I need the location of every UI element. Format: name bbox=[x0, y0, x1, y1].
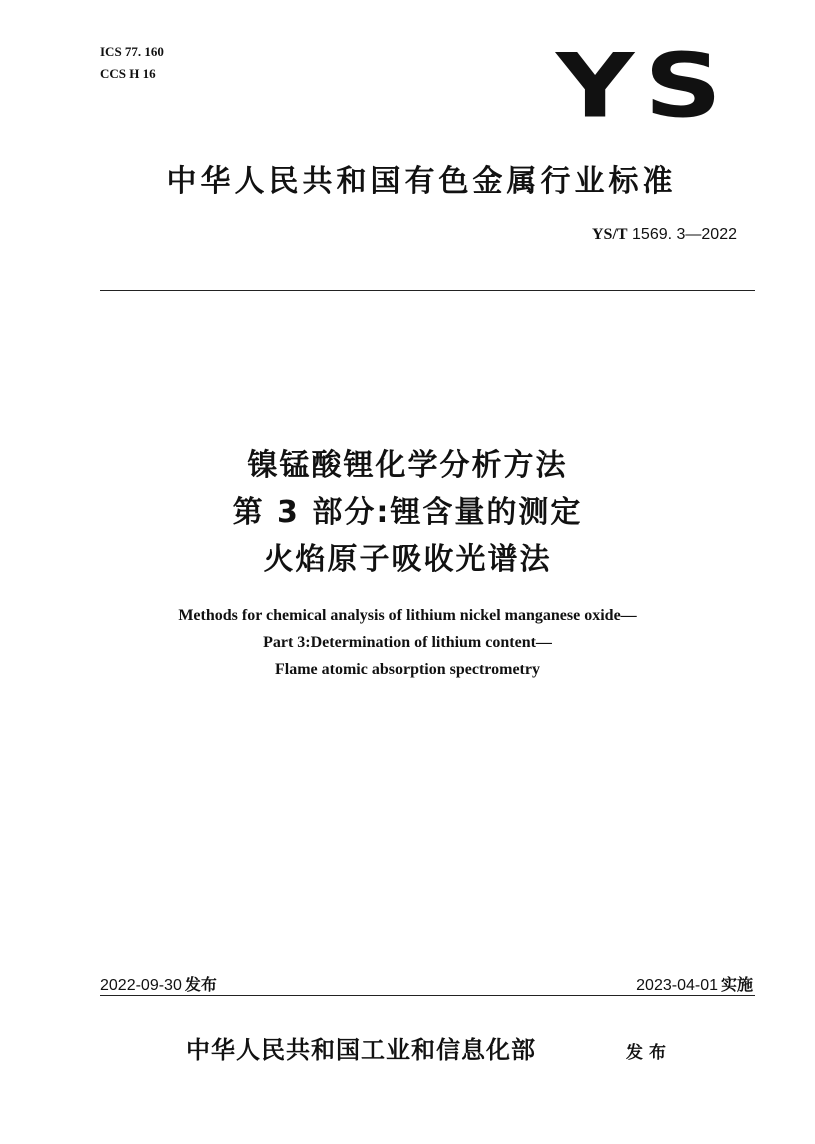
effective-date-value: 2023-04-01 bbox=[636, 977, 718, 994]
english-title bbox=[0, 602, 815, 683]
english-title-line-2: Part 3:Determination of lithium content— bbox=[263, 634, 552, 651]
standard-number-value: 1569. 3—2022 bbox=[632, 226, 737, 243]
top-divider bbox=[100, 290, 755, 291]
bottom-divider bbox=[100, 995, 755, 996]
ys-logo: YS bbox=[556, 35, 732, 138]
chinese-title-line-3: 火焰原子吸收光谱法 bbox=[263, 542, 552, 577]
publish-label: 发布 bbox=[626, 1043, 672, 1063]
issuer-title: 中华人民共和国有色金属行业标准 bbox=[166, 164, 677, 199]
issue-date bbox=[100, 972, 217, 995]
chinese-title-line-1: 镍锰酸锂化学分析方法 bbox=[247, 448, 568, 483]
chinese-title bbox=[0, 442, 815, 583]
english-title-line-3: Flame atomic absorption spectrometry bbox=[275, 661, 540, 678]
ccs-code: CCS H 16 bbox=[100, 66, 156, 81]
publisher-name: 中华人民共和国工业和信息化部 bbox=[186, 1035, 536, 1064]
standard-number bbox=[592, 226, 737, 244]
ics-code: ICS 77. 160 bbox=[100, 44, 164, 59]
issue-date-label: 发布 bbox=[184, 975, 217, 994]
chinese-title-line-2: 第 3 部分:锂含量的测定 bbox=[232, 495, 583, 530]
issue-date-value: 2022-09-30 bbox=[100, 977, 182, 994]
standard-number-prefix: YS/T bbox=[591, 226, 628, 243]
classification-codes bbox=[100, 41, 164, 85]
effective-date-label: 实施 bbox=[720, 975, 753, 994]
english-title-line-1: Methods for chemical analysis of lithium nickel manganese oxide— bbox=[178, 607, 637, 624]
effective-date bbox=[636, 972, 753, 995]
